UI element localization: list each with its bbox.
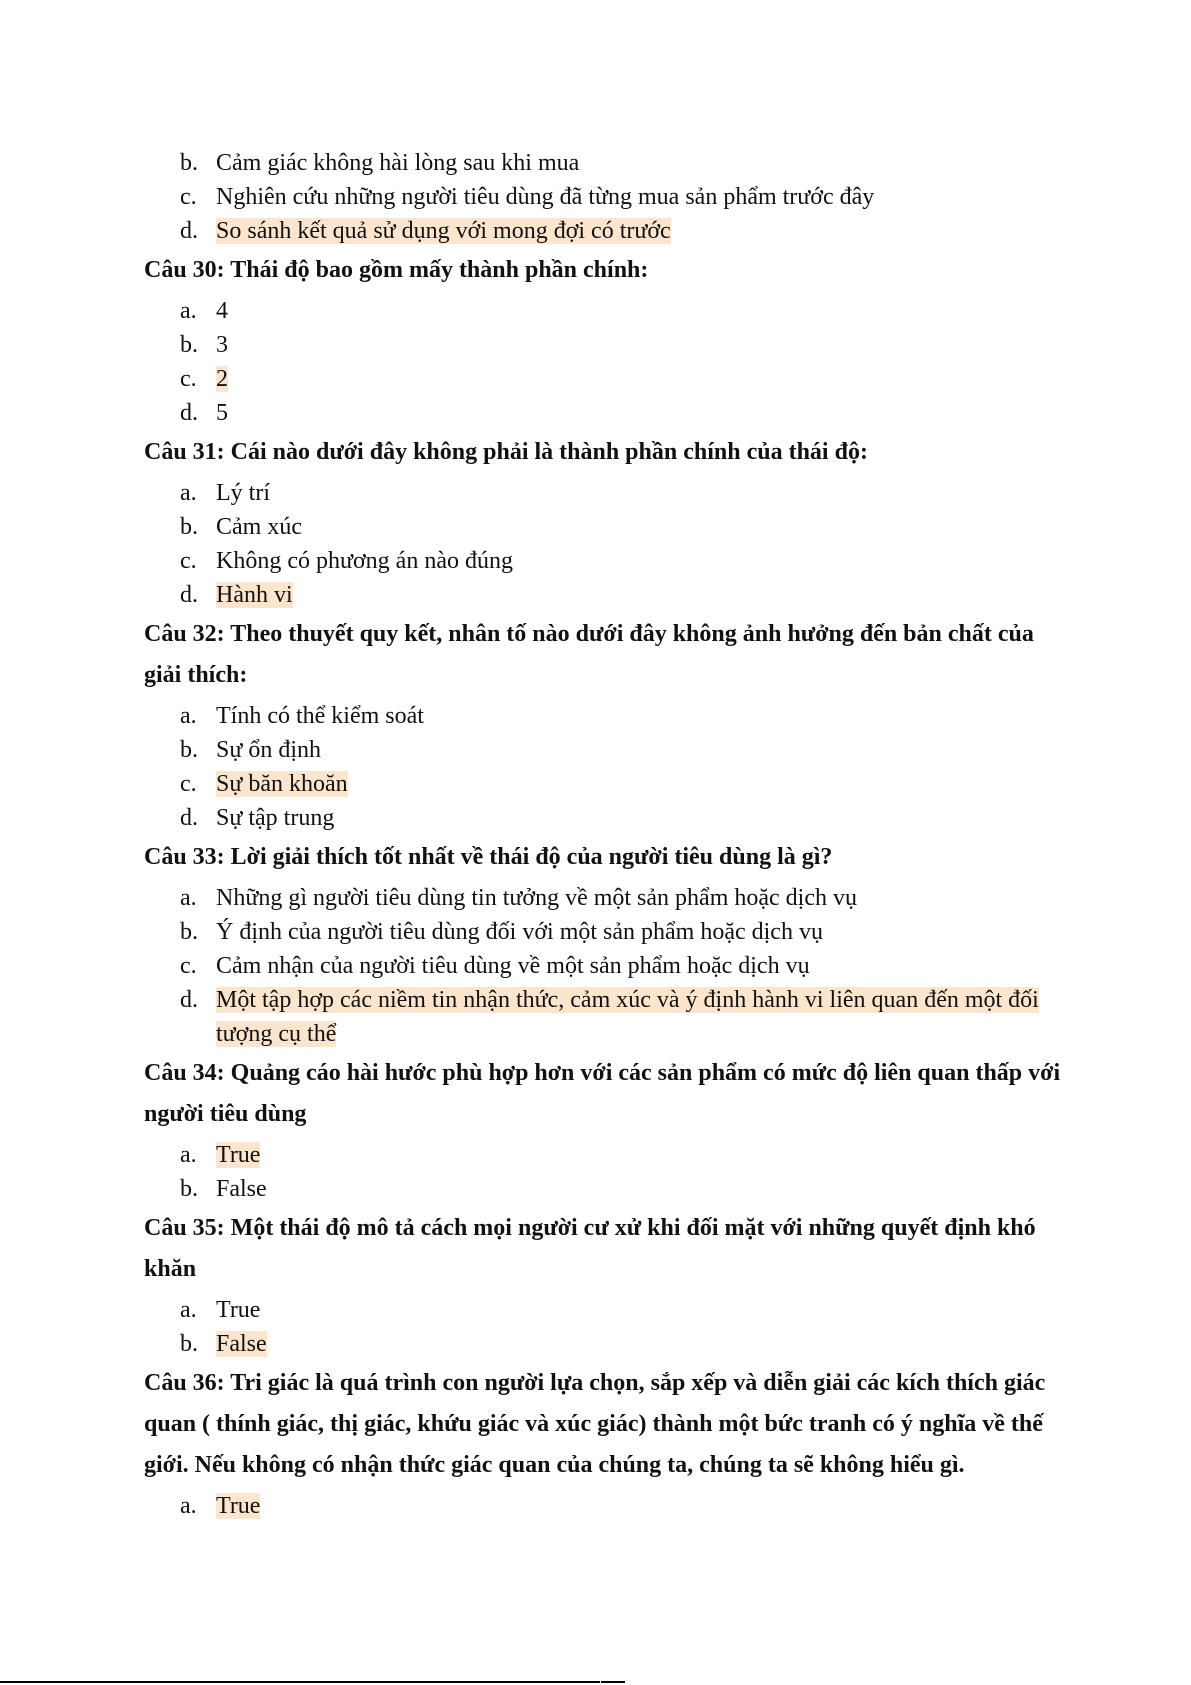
answer-option: [144, 881, 1064, 915]
highlighted-answer-text: Sự băn khoăn: [216, 771, 348, 797]
option-text-container: [216, 578, 1064, 612]
answer-option: [144, 476, 1064, 510]
footer-rule: [0, 1681, 600, 1683]
option-list: [144, 294, 1064, 430]
option-text: Lý trí: [216, 480, 270, 506]
option-list: [144, 1489, 1064, 1523]
question-title: Câu 32: Theo thuyết quy kết, nhân tố nào dưới đây không ảnh hưởng đến bản chất của giải thích:: [144, 621, 1034, 688]
option-text-container: [216, 1293, 1064, 1327]
option-letter: d.: [180, 218, 198, 244]
option-text-container: [216, 362, 1064, 396]
option-letter: b.: [180, 150, 198, 176]
option-letter: d.: [180, 805, 198, 831]
answer-option-correct: [144, 1327, 1064, 1361]
option-text-container: [216, 180, 1064, 214]
option-text: Ý định của người tiêu dùng đối với một sản phẩm hoặc dịch vụ: [216, 919, 823, 945]
answer-option: [144, 1172, 1064, 1206]
option-text: 5: [216, 400, 228, 426]
option-letter: b.: [180, 332, 198, 358]
option-text: Tính có thể kiểm soát: [216, 703, 424, 729]
answer-option: [144, 510, 1064, 544]
answer-option: [144, 1293, 1064, 1327]
option-text: Cảm giác không hài lòng sau khi mua: [216, 150, 580, 176]
option-text: 4: [216, 298, 228, 324]
answer-option: [144, 294, 1064, 328]
option-letter: c.: [180, 953, 197, 979]
answer-option: [144, 328, 1064, 362]
option-letter: c.: [180, 366, 197, 392]
option-text: Cảm xúc: [216, 514, 302, 540]
option-list: [144, 699, 1064, 835]
option-text-container: [216, 949, 1064, 983]
option-text: Không có phương án nào đúng: [216, 548, 513, 574]
option-text-container: [216, 881, 1064, 915]
option-list: [144, 476, 1064, 612]
answer-option-correct: [144, 983, 1064, 1051]
option-text-container: [216, 915, 1064, 949]
option-text-container: [216, 510, 1064, 544]
answer-option: [144, 699, 1064, 733]
option-letter: b.: [180, 1176, 198, 1202]
option-text: Những gì người tiêu dùng tin tưởng về một sản phẩm hoặc dịch vụ: [216, 885, 857, 911]
answer-option: [144, 915, 1064, 949]
option-letter: c.: [180, 184, 197, 210]
option-list: [144, 146, 1064, 248]
question-title: Câu 31: Cái nào dưới đây không phải là thành phần chính của thái độ:: [144, 439, 868, 465]
option-text-container: [216, 214, 1064, 248]
question-title: Câu 34: Quảng cáo hài hước phù hợp hơn với các sản phẩm có mức độ liên quan thấp với người tiêu dùng: [144, 1060, 1061, 1127]
option-text: 3: [216, 332, 228, 358]
answer-option: [144, 146, 1064, 180]
question-title: Câu 30: Thái độ bao gồm mấy thành phần chính:: [144, 257, 649, 283]
answer-option-correct: [144, 362, 1064, 396]
answer-option: [144, 396, 1064, 430]
highlighted-answer-text: True: [216, 1493, 261, 1519]
option-letter: a.: [180, 885, 197, 911]
answer-option: [144, 733, 1064, 767]
option-letter: b.: [180, 514, 198, 540]
option-text: Cảm nhận của người tiêu dùng về một sản phẩm hoặc dịch vụ: [216, 953, 810, 979]
answer-option: [144, 180, 1064, 214]
option-text-container: [216, 801, 1064, 835]
option-text: Sự tập trung: [216, 805, 335, 831]
option-text-container: [216, 294, 1064, 328]
option-text: False: [216, 1176, 267, 1202]
option-text: True: [216, 1297, 261, 1323]
option-text-container: [216, 699, 1064, 733]
option-text-container: [216, 1327, 1064, 1361]
option-list: [144, 881, 1064, 1051]
option-letter: a.: [180, 1142, 197, 1168]
answer-option-correct: [144, 214, 1064, 248]
option-letter: a.: [180, 480, 197, 506]
option-text-container: [216, 767, 1064, 801]
answer-option-correct: [144, 578, 1064, 612]
option-text-container: [216, 1489, 1064, 1523]
option-letter: c.: [180, 771, 197, 797]
highlighted-answer-text: So sánh kết quả sử dụng với mong đợi có trước: [216, 218, 671, 244]
option-text-container: [216, 1138, 1064, 1172]
option-letter: c.: [180, 548, 197, 574]
highlighted-answer-text: True: [216, 1142, 261, 1168]
question-title: Câu 35: Một thái độ mô tả cách mọi người cư xử khi đối mặt với những quyết định khó khăn: [144, 1215, 1036, 1282]
footer-rule-segment: [601, 1681, 625, 1683]
option-text-container: [216, 983, 1064, 1051]
option-text-container: [216, 476, 1064, 510]
highlighted-answer-text: 2: [216, 366, 228, 392]
option-letter: a.: [180, 298, 197, 324]
question-title: Câu 36: Tri giác là quá trình con người lựa chọn, sắp xếp và diễn giải các kích thích giác quan ( thính giác, thị giác, khứu giác và xúc giác) thành một bức tranh có ý nghĩa về thế giới. Nếu không có nhận thức giác quan của chúng ta, chúng ta sẽ không hiểu gì.: [144, 1370, 1046, 1478]
option-list: [144, 1138, 1064, 1206]
highlighted-answer-text: Một tập hợp các niềm tin nhận thức, cảm xúc và ý định hành vi liên quan đến một đối tượng cụ thể: [216, 987, 1039, 1047]
answer-option: [144, 801, 1064, 835]
answer-option: [144, 544, 1064, 578]
answer-option-correct: [144, 1489, 1064, 1523]
option-text: Sự ổn định: [216, 737, 322, 763]
highlighted-answer-text: Hành vi: [216, 582, 293, 608]
option-text: Nghiên cứu những người tiêu dùng đã từng mua sản phẩm trước đây: [216, 184, 875, 210]
option-letter: a.: [180, 1493, 197, 1519]
answer-option: [144, 949, 1064, 983]
option-list: [144, 1293, 1064, 1361]
option-letter: b.: [180, 737, 198, 763]
option-text-container: [216, 328, 1064, 362]
option-text-container: [216, 1172, 1064, 1206]
answer-option-correct: [144, 1138, 1064, 1172]
option-letter: b.: [180, 1331, 198, 1357]
quiz-content: [144, 143, 1064, 1525]
option-letter: a.: [180, 1297, 197, 1323]
option-letter: b.: [180, 919, 198, 945]
option-text-container: [216, 733, 1064, 767]
question-title: Câu 33: Lời giải thích tốt nhất về thái độ của người tiêu dùng là gì?: [144, 844, 833, 870]
option-text-container: [216, 544, 1064, 578]
option-letter: d.: [180, 400, 198, 426]
option-text-container: [216, 396, 1064, 430]
highlighted-answer-text: False: [216, 1331, 267, 1357]
option-text-container: [216, 146, 1064, 180]
option-letter: d.: [180, 582, 198, 608]
option-letter: d.: [180, 987, 198, 1013]
answer-option-correct: [144, 767, 1064, 801]
option-letter: a.: [180, 703, 197, 729]
